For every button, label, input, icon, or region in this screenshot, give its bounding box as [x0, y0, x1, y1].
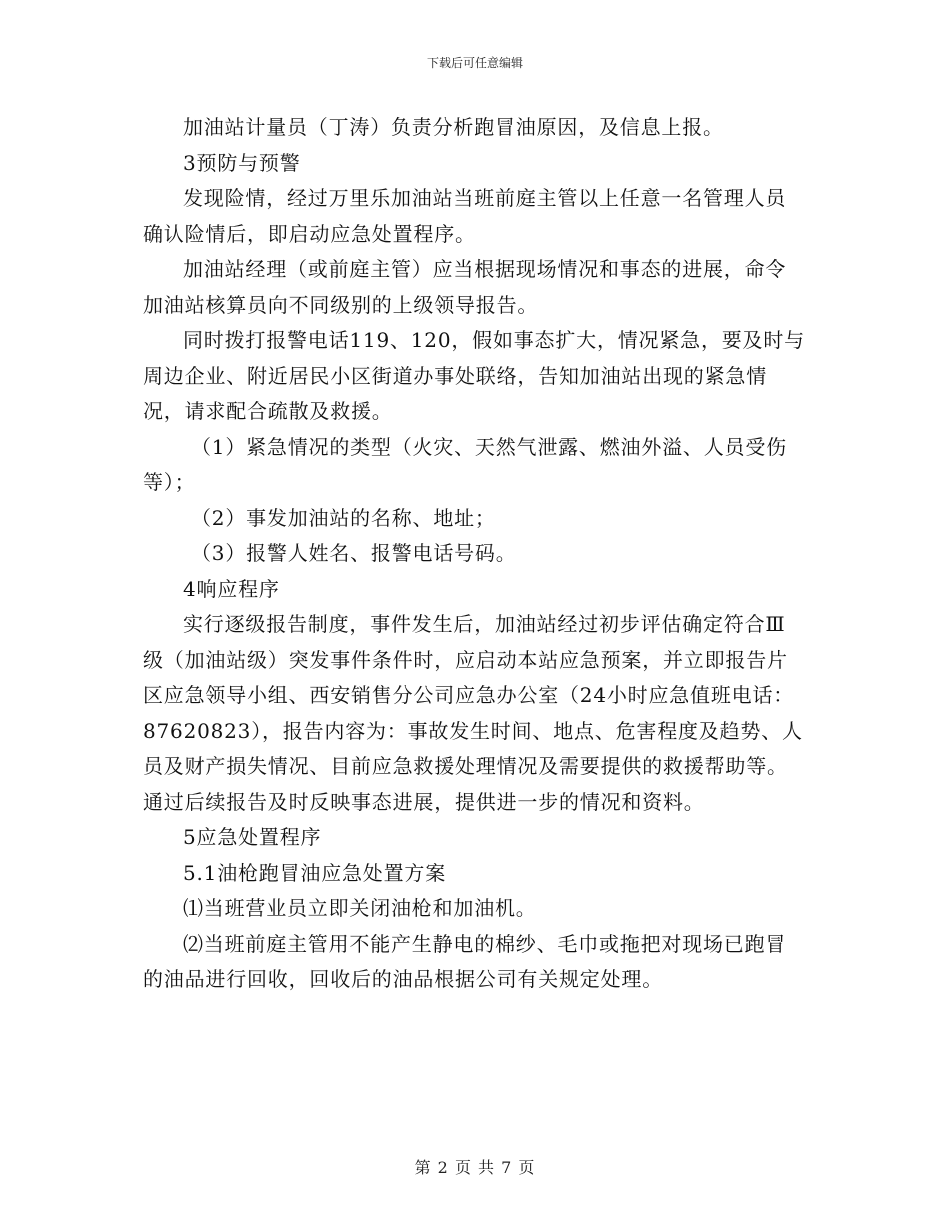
list-item-close-nozzle: ⑴当班营业员立即关闭油枪和加油机。 [183, 896, 537, 920]
list-item-emergency-type: （1）紧急情况的类型（火灾、天然气泄露、燃油外溢、人员受伤等）； [143, 434, 787, 494]
paragraph-discover-danger: 发现险情，经过万里乐加油站当班前庭主管以上任意一名管理人员确认险情后，即启动应急处置程序。 [143, 186, 787, 246]
section-heading-prevention: 3预防与预警 [183, 150, 301, 175]
paragraph-call-alarm: 同时拨打报警电话119、120，假如事态扩大，情况紧急，要及时与周边企业、附近居民小区街道办事处联络，告知加油站出现的紧急情况，请求配合疏散及救援。 [143, 328, 805, 423]
page-header-note: 下载后可任意编辑 [426, 56, 523, 70]
paragraph-manager-report: 加油站经理（或前庭主管）应当根据现场情况和事态的进展，命令加油站核算员向不同级别的上级领导报告。 [143, 257, 787, 317]
list-item-reporter: （3）报警人姓名、报警电话号码。 [191, 541, 517, 565]
document-body [143, 110, 805, 998]
section-heading-disposal: 5应急处置程序 [183, 825, 322, 849]
page-number: 第 2 页 共 7 页 [414, 1158, 536, 1177]
section-heading-response: 4响应程序 [183, 576, 280, 601]
paragraph-metering-staff: 加油站计量员（丁涛）负责分析跑冒油原因，及信息上报。 [183, 115, 724, 139]
list-item-station-name: （2）事发加油站的名称、地址； [191, 505, 496, 530]
subsection-heading-nozzle: 5.1油枪跑冒油应急处置方案 [183, 860, 447, 885]
paragraph-report-system: 实行逐级报告制度，事件发生后，加油站经过初步评估确定符合Ⅲ级（加油站级）突发事件条件时，应启动本站应急预案，并立即报告片区应急领导小组、西安销售分公司应急办公室（24小时应急值班电话：87620823），报告内容为：事故发生时间、地点、危害程度及趋势、人员及财产损失情况、目前应急救援处理情况及需要提供的救援帮助等。通过后续报告及时反映事态进展，提供进一步的情况和资料。 [143, 612, 803, 814]
list-item-recover-oil: ⑵当班前庭主管用不能产生静电的棉纱、毛巾或拖把对现场已跑冒的油品进行回收，回收后的油品根据公司有关规定处理。 [143, 931, 787, 991]
